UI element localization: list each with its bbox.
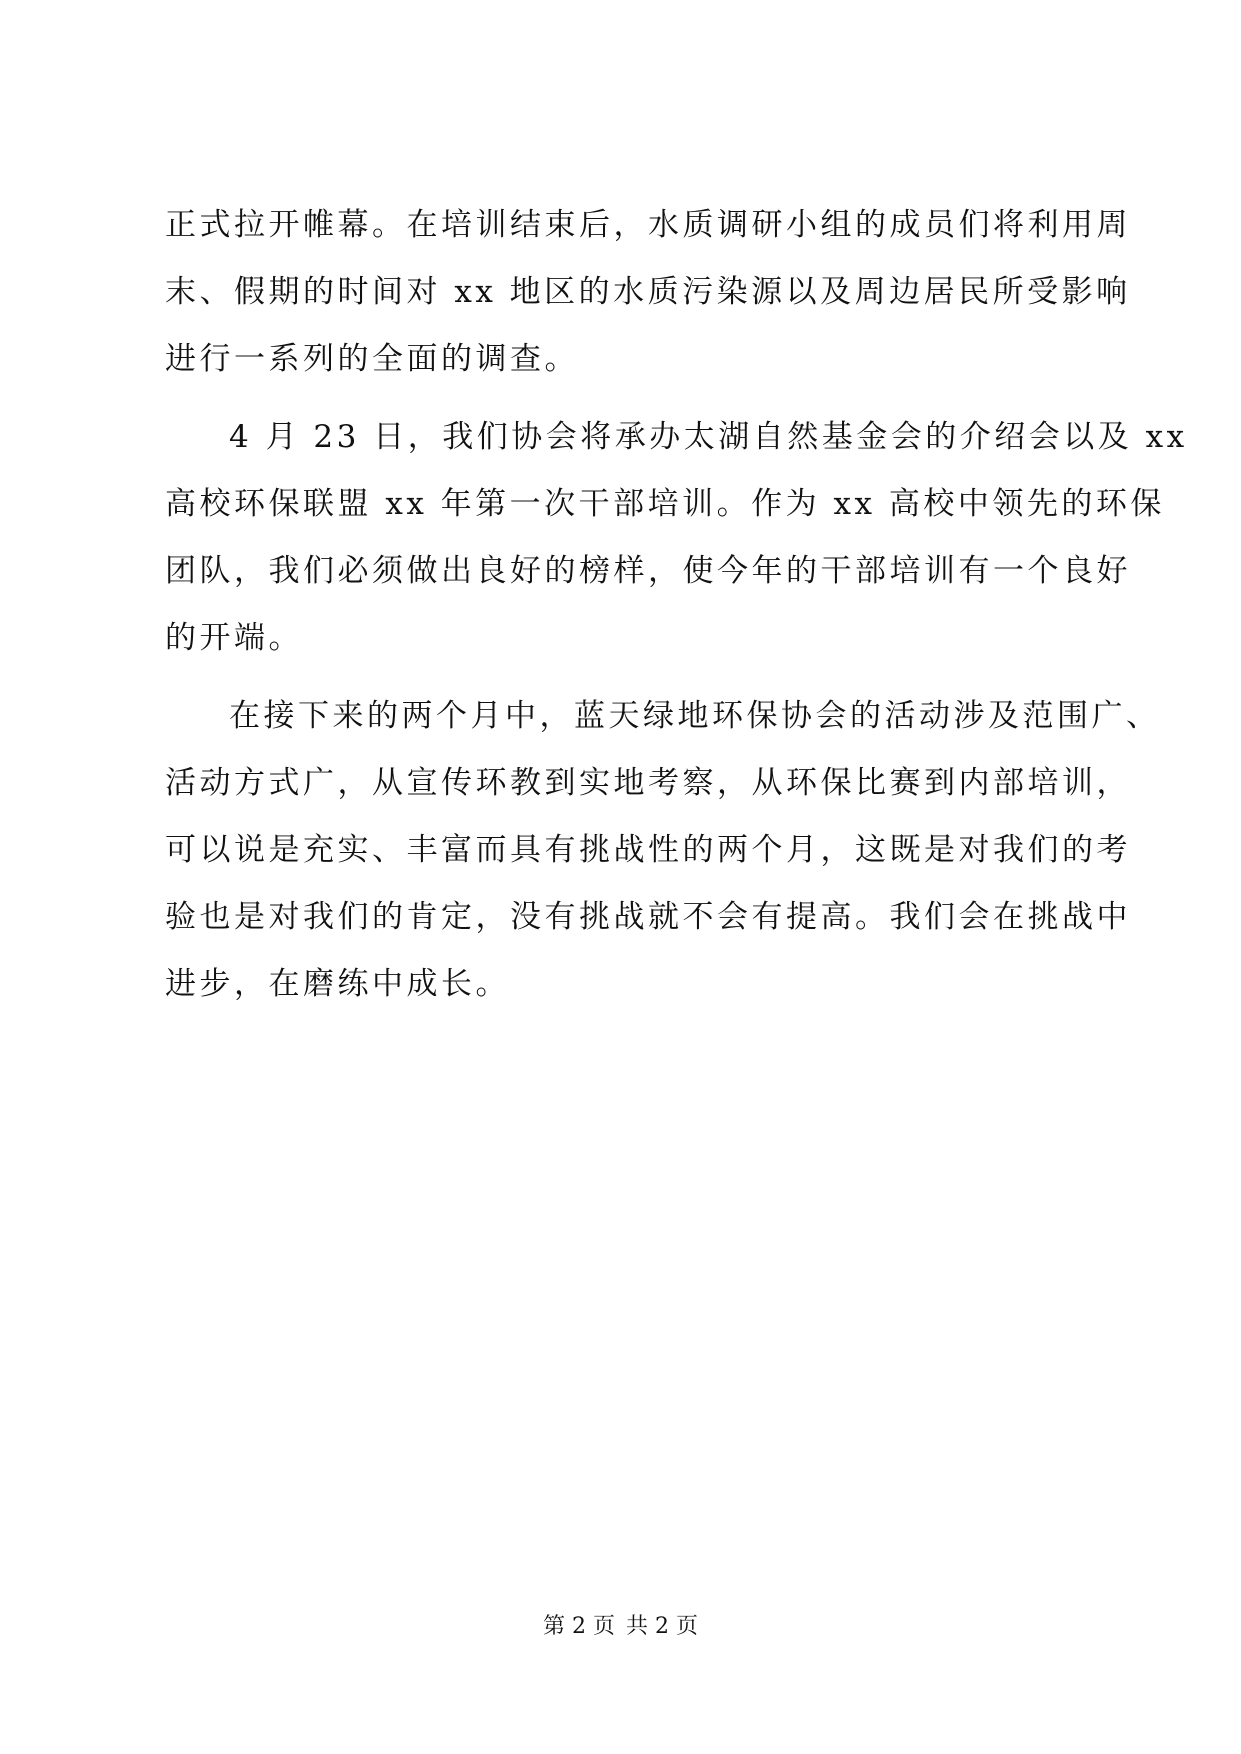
text-line: 可以说是充实、丰富而具有挑战性的两个月，这既是对我们的考: [165, 832, 1131, 868]
text-line: 高校环保联盟 xx 年第一次干部培训。作为 xx 高校中领先的环保: [165, 486, 1165, 522]
text-line: 验也是对我们的肯定，没有挑战就不会有提高。我们会在挑战中: [165, 899, 1131, 935]
text-line: 末、假期的时间对 xx 地区的水质污染源以及周边居民所受影响: [165, 274, 1131, 310]
page-footer: [0, 1612, 1241, 1642]
text-line: 在接下来的两个月中，蓝天绿地环保协会的活动涉及范围广、: [229, 698, 1161, 734]
text-line: 进行一系列的全面的调查。: [165, 341, 579, 377]
text-line: 4 月 23 日，我们协会将承办太湖自然基金会的介绍会以及 xx: [229, 419, 1188, 455]
page-number: 第 2 页: [543, 1614, 615, 1639]
text-line: 活动方式广，从宣传环教到实地考察，从环保比赛到内部培训，: [165, 765, 1131, 801]
page-total: 共 2 页: [626, 1614, 698, 1639]
text-line: 团队，我们必须做出良好的榜样，使今年的干部培训有一个良好: [165, 553, 1131, 589]
text-line: 的开端。: [165, 620, 303, 656]
text-line: 进步，在磨练中成长。: [165, 966, 510, 1002]
text-line: 正式拉开帷幕。在培训结束后，水质调研小组的成员们将利用周: [165, 207, 1131, 243]
